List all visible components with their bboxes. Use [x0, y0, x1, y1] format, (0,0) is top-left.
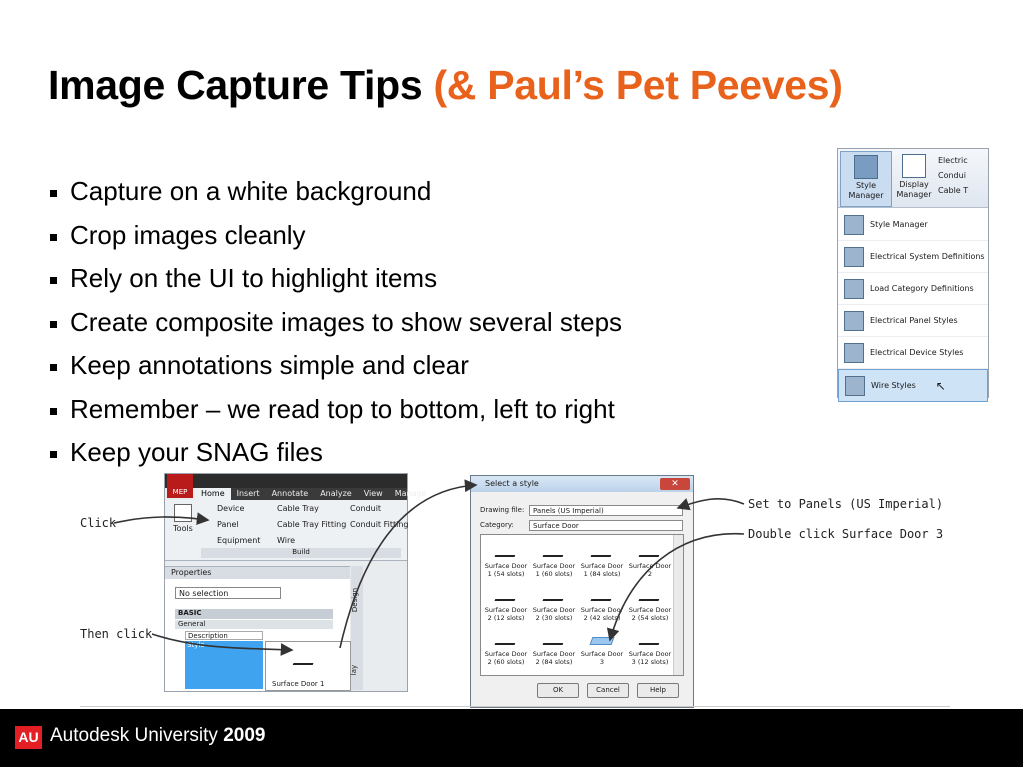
- door-icon: [590, 637, 615, 645]
- ribbon-label: Display: [899, 180, 929, 189]
- cell-label: 1 (84 slots): [583, 569, 621, 578]
- cell-label: Surface Door: [484, 606, 528, 614]
- lightning-icon: [844, 279, 864, 299]
- ok-button[interactable]: OK: [537, 683, 579, 698]
- cursor-icon: ↖: [935, 378, 946, 393]
- cell-label: 2 (84 slots): [535, 657, 573, 666]
- footer-bar: [0, 709, 1023, 767]
- cell-label: Surface Door: [484, 562, 528, 570]
- style-cell[interactable]: [627, 539, 673, 583]
- brand-year: 2009: [223, 725, 266, 746]
- panel-icon: [844, 311, 864, 331]
- cable-tray-fitting-button[interactable]: Cable Tray Fitting: [277, 520, 347, 529]
- cell-label: 2 (30 slots): [535, 613, 573, 622]
- cell-label: Surface Door: [628, 562, 672, 570]
- help-button[interactable]: Help: [637, 683, 679, 698]
- menu-label: Electrical Device Styles: [870, 348, 964, 357]
- cancel-button[interactable]: Cancel: [587, 683, 629, 698]
- properties-palette: [165, 566, 350, 691]
- bullet-item: Keep your SNAG files: [48, 431, 622, 475]
- cell-label: 1 (60 slots): [535, 569, 573, 578]
- cell-label: 2: [647, 569, 653, 578]
- preview-label: Surface Door 1: [272, 680, 325, 688]
- cell-label: Surface Door: [580, 606, 624, 614]
- cell-label: 3 (12 slots): [631, 657, 669, 666]
- menu-label: Electrical System Definitions: [870, 252, 985, 261]
- menu-label: Load Category Definitions: [870, 284, 974, 293]
- footer-brand: [50, 725, 265, 747]
- display-manager-icon: [902, 154, 926, 178]
- cell-label: Surface Door: [580, 650, 624, 658]
- conduit-button[interactable]: Conduit: [350, 504, 382, 513]
- slide-title: [48, 62, 843, 109]
- tab-manage[interactable]: Manage: [394, 489, 427, 498]
- style-cell[interactable]: [579, 583, 625, 627]
- door-icon: [495, 637, 518, 645]
- ribbon-label: Style: [855, 181, 877, 190]
- select-style-dialog: [470, 475, 694, 708]
- tools-icon: [174, 504, 192, 522]
- drawing-file-label: Drawing file:: [480, 506, 525, 514]
- door-icon: [639, 637, 662, 645]
- door-icon: [543, 593, 566, 601]
- menu-item-style-manager[interactable]: [838, 209, 988, 241]
- style-preview[interactable]: [265, 641, 351, 691]
- palette-side-tabs: [351, 566, 363, 690]
- design-tab[interactable]: Design: [351, 587, 360, 613]
- quick-access-bar: [165, 474, 407, 488]
- description-field[interactable]: Description: [185, 631, 263, 640]
- cell-label: Surface Door: [484, 650, 528, 658]
- style-manager-icon: [844, 215, 864, 235]
- general-section[interactable]: General: [175, 620, 333, 629]
- tab-home[interactable]: Home: [195, 488, 231, 500]
- style-cell[interactable]: [531, 583, 577, 627]
- style-cell[interactable]: [531, 539, 577, 583]
- door-icon: [495, 593, 518, 601]
- dialog-titlebar: Select a style: [471, 476, 693, 492]
- app-logo[interactable]: MEP: [167, 474, 193, 498]
- surface-door-icon: [293, 658, 316, 665]
- cell-label: 2 (54 slots): [631, 613, 669, 622]
- title-accent: (& Paul’s Pet Peeves): [433, 62, 843, 108]
- ribbon-side-items: [938, 153, 988, 198]
- style-cell[interactable]: [483, 627, 529, 671]
- tab-view[interactable]: View: [363, 489, 383, 498]
- click-callout: Click: [80, 516, 117, 530]
- menu-item-electrical-panel-styles[interactable]: [838, 305, 988, 337]
- cell-label: 2 (60 slots): [487, 657, 525, 666]
- menu-label: Style Manager: [870, 220, 928, 229]
- tab-annotate[interactable]: Annotate: [271, 489, 309, 498]
- wire-button[interactable]: Wire: [277, 536, 295, 545]
- style-cell[interactable]: [627, 627, 673, 671]
- system-definitions-icon: [844, 247, 864, 267]
- bullet-item: Rely on the UI to highlight items: [48, 257, 622, 301]
- door-icon: [591, 593, 614, 601]
- door-icon: [639, 549, 662, 557]
- ribbon-label: Manager: [848, 191, 884, 200]
- au-logo: AU: [15, 726, 42, 749]
- tools-label: Tools: [173, 524, 193, 533]
- cell-label: Surface Door: [628, 650, 672, 658]
- home-ribbon: [165, 500, 407, 561]
- style-cell[interactable]: [627, 583, 673, 627]
- bullet-item: Remember – we read top to bottom, left to right: [48, 388, 622, 432]
- tab-insert[interactable]: Insert: [236, 489, 260, 498]
- conduit-fitting-button[interactable]: Conduit Fitting: [350, 520, 409, 529]
- bullet-item: Capture on a white background: [48, 170, 622, 214]
- device-icon: [844, 343, 864, 363]
- menu-item-load-category-definitions[interactable]: [838, 273, 988, 305]
- display-manager-ribbon-button[interactable]: [894, 151, 934, 205]
- style-manager-icon: [854, 155, 878, 179]
- footer-rule: [80, 706, 950, 707]
- style-field[interactable]: Style: [185, 641, 263, 689]
- style-manager-screenshot: [837, 148, 989, 398]
- wire-icon: [845, 376, 865, 396]
- ribbon-side-item[interactable]: Electric: [938, 156, 968, 165]
- style-cell[interactable]: [483, 539, 529, 583]
- basic-section[interactable]: BASIC: [175, 609, 333, 619]
- ribbon-side-item[interactable]: Cable T: [938, 186, 969, 195]
- style-manager-menu: [838, 209, 988, 402]
- cell-label: Surface Door: [628, 606, 672, 614]
- cable-tray-button[interactable]: Cable Tray: [277, 504, 319, 513]
- selection-dropdown[interactable]: No selection: [175, 587, 281, 599]
- build-panel-label: Build: [201, 548, 401, 558]
- panel-button[interactable]: Panel: [217, 520, 239, 529]
- menu-label: Wire Styles: [871, 381, 916, 390]
- equipment-button[interactable]: Equipment: [217, 536, 261, 545]
- display-tab[interactable]: lay: [350, 664, 359, 676]
- door-icon: [639, 593, 662, 601]
- cell-label: Surface Door: [532, 606, 576, 614]
- cell-label: Surface Door: [580, 562, 624, 570]
- grid-scrollbar[interactable]: [673, 535, 683, 675]
- ribbon: [838, 149, 988, 208]
- style-cell[interactable]: [531, 627, 577, 671]
- category-label: Category:: [480, 521, 514, 529]
- style-manager-ribbon-button[interactable]: [840, 151, 892, 207]
- bullet-item: Crop images cleanly: [48, 214, 622, 258]
- tab-analyze[interactable]: Analyze: [320, 489, 352, 498]
- cell-label: Surface Door: [532, 562, 576, 570]
- set-to-callout: Set to Panels (US Imperial): [748, 497, 944, 511]
- ribbon-label: Manager: [896, 190, 932, 199]
- style-cell-selected[interactable]: [579, 627, 625, 671]
- cell-label: Surface Door: [532, 650, 576, 658]
- close-button[interactable]: ✕: [660, 478, 690, 490]
- cell-label: 2 (42 slots): [583, 613, 621, 622]
- bullet-item: Create composite images to show several steps: [48, 301, 622, 345]
- cell-label: 3: [599, 657, 605, 666]
- title-main: Image Capture Tips: [48, 62, 423, 108]
- menu-item-electrical-system-definitions[interactable]: [838, 241, 988, 273]
- style-grid: [480, 534, 684, 676]
- tools-button[interactable]: [169, 504, 197, 533]
- cell-label: 1 (54 slots): [487, 569, 525, 578]
- ribbon-side-item[interactable]: Condui: [938, 171, 966, 180]
- style-cell[interactable]: [579, 539, 625, 583]
- menu-item-wire-styles[interactable]: [838, 369, 988, 402]
- bullet-list: [48, 170, 622, 475]
- category-combo[interactable]: Surface Door: [529, 520, 683, 531]
- door-icon: [543, 549, 566, 557]
- ribbon-properties-screenshot: [164, 473, 427, 692]
- properties-header: Properties: [165, 567, 350, 579]
- device-button[interactable]: Device: [217, 504, 245, 513]
- cell-label: 2 (12 slots): [487, 613, 525, 622]
- menu-label: Electrical Panel Styles: [870, 316, 958, 325]
- bullet-item: Keep annotations simple and clear: [48, 344, 622, 388]
- menu-item-electrical-device-styles[interactable]: [838, 337, 988, 369]
- double-click-callout: Double click Surface Door 3: [748, 527, 944, 541]
- drawing-file-combo[interactable]: Panels (US Imperial): [529, 505, 683, 516]
- brand-name: Autodesk University: [50, 725, 218, 746]
- door-icon: [495, 549, 518, 557]
- door-icon: [543, 637, 566, 645]
- then-click-callout: Then click: [80, 627, 153, 641]
- style-cell[interactable]: [483, 583, 529, 627]
- door-icon: [591, 549, 614, 557]
- ribbon-tabs: [195, 488, 427, 500]
